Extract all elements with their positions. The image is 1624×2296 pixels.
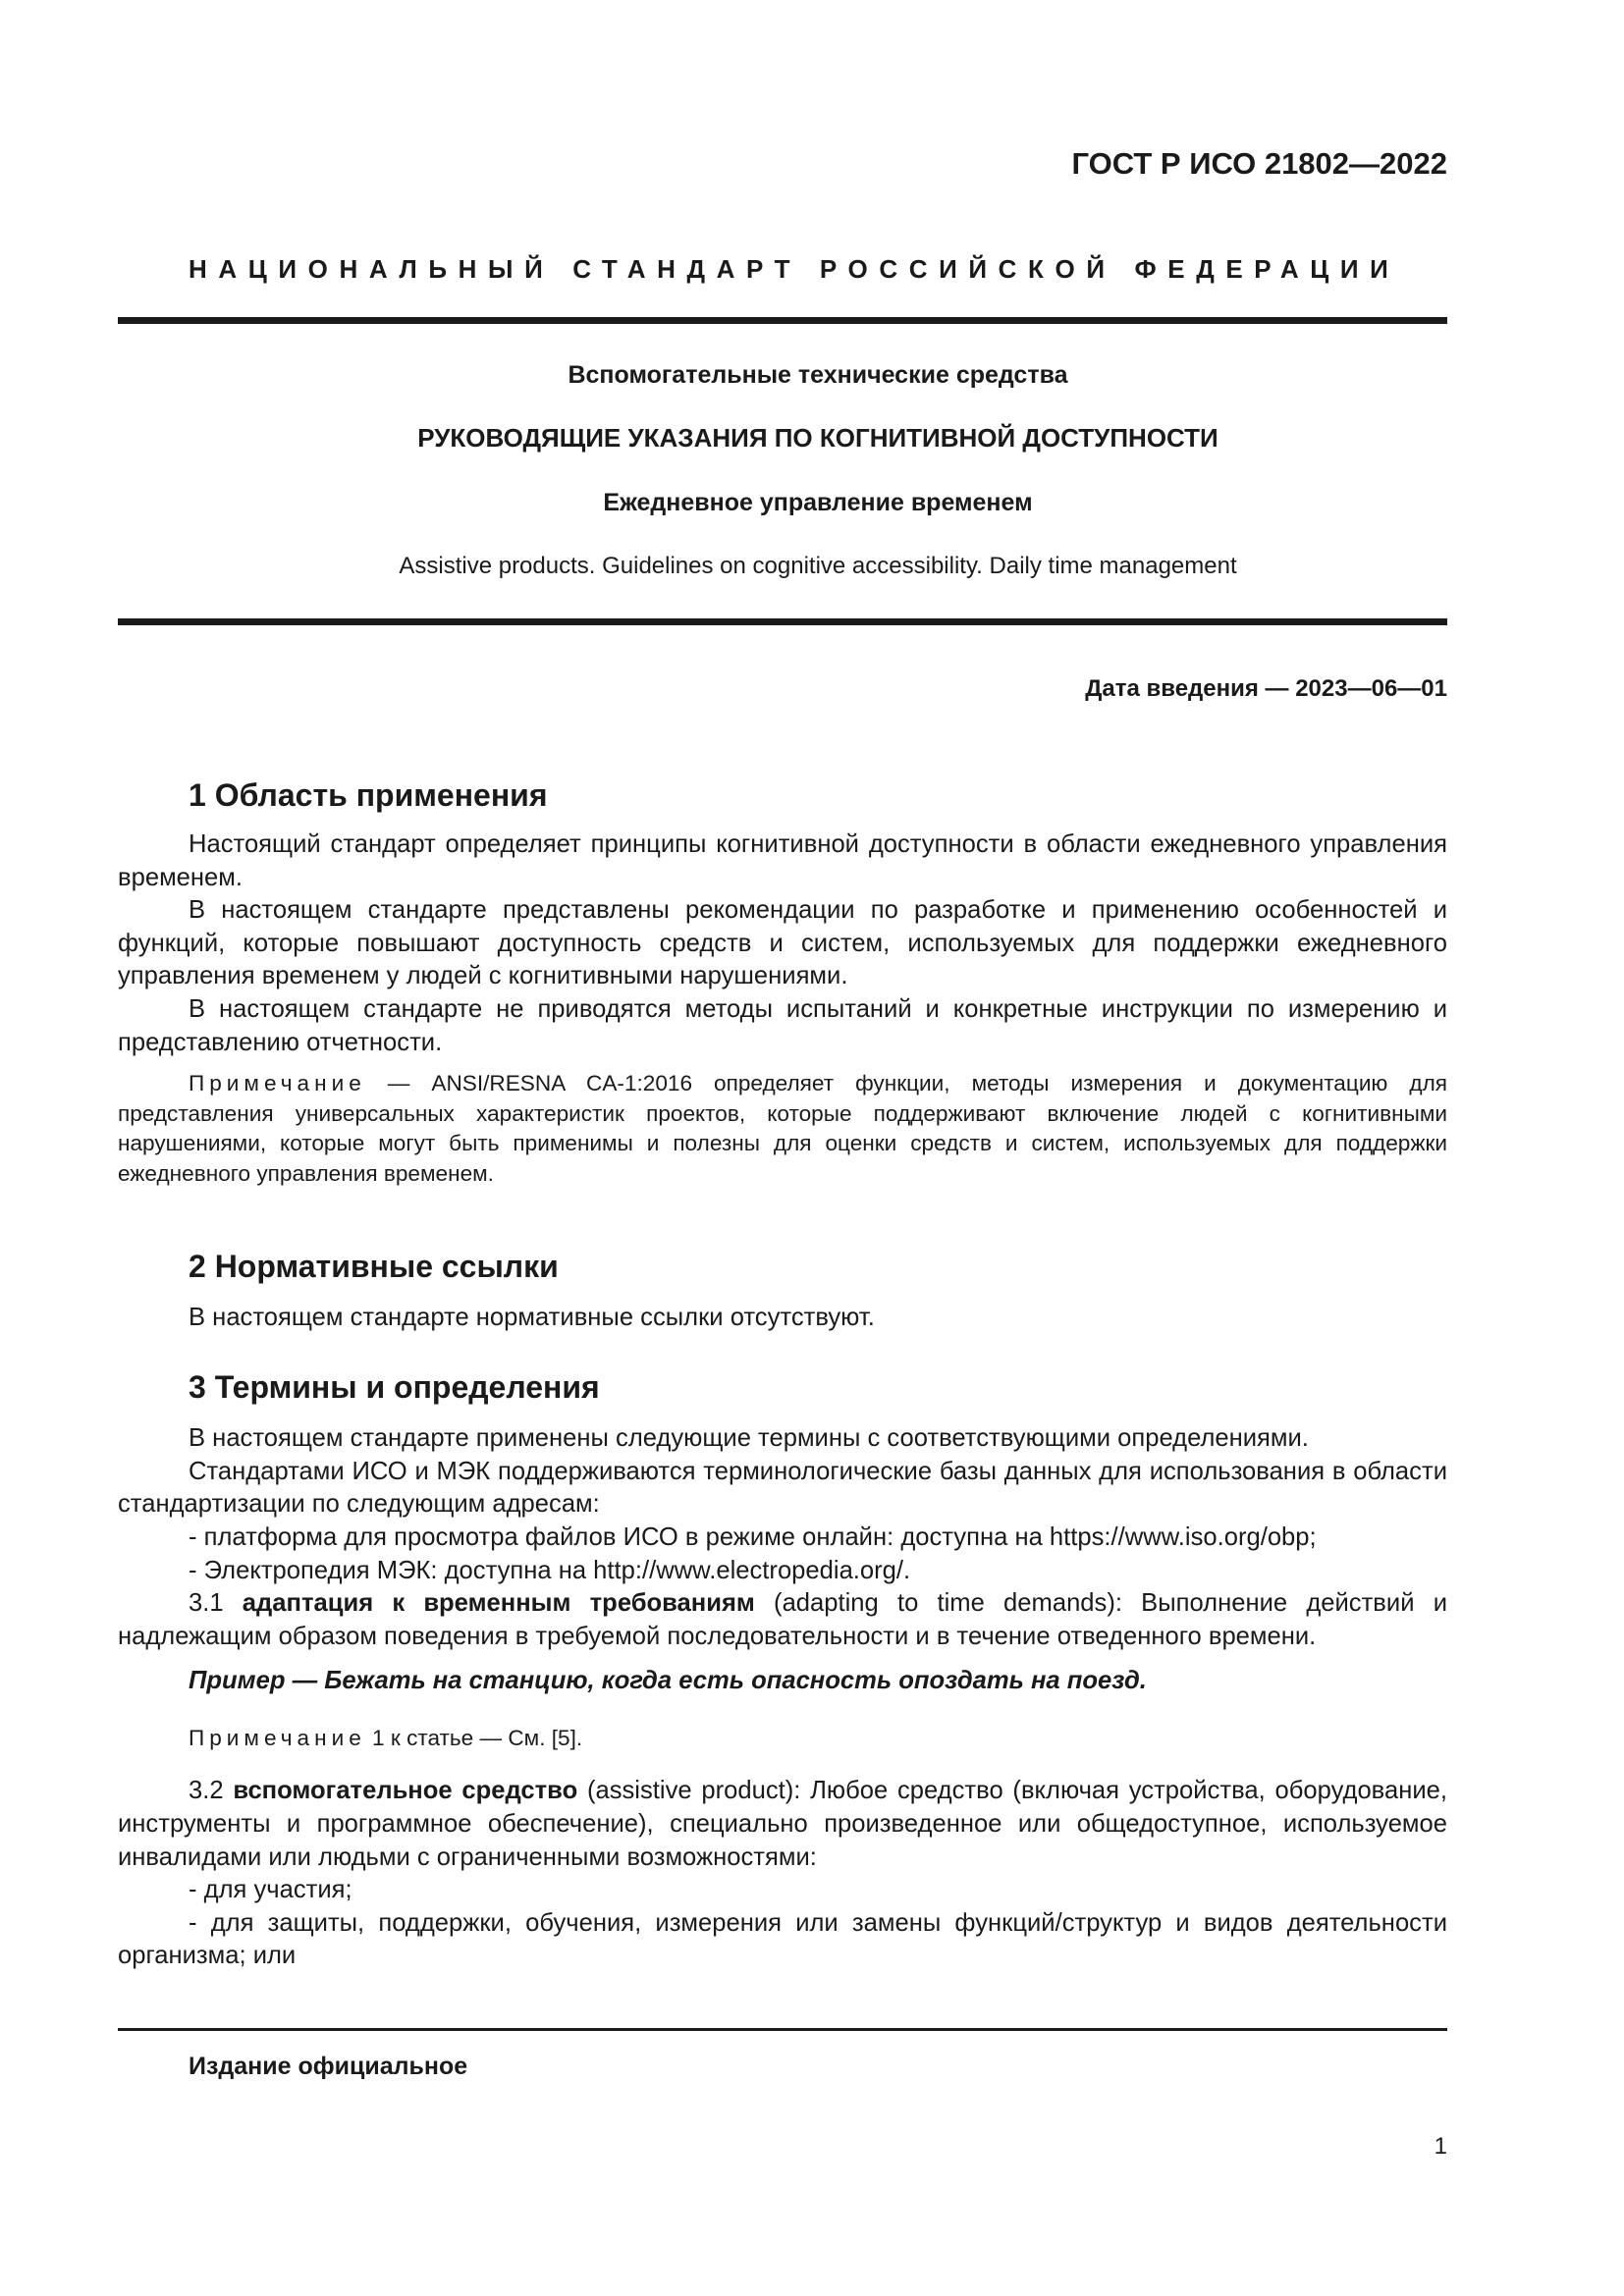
section-1-paragraph-1: Настоящий стандарт определяет принципы когнитивной доступности в области ежедневного управления временем. (118, 830, 1447, 891)
note-text: — ANSI/RESNA CA-1:2016 определяет функции, методы измерения и документацию для представления универсальных характеристик проектов, которые поддерживают включение людей с когнитивными нарушениями, которые могут быть применимы и полезны для оценки средств и систем, используемых для поддержки ежедневного управления временем. (118, 1071, 1447, 1186)
section-2-paragraph-1: В настоящем стандарте нормативные ссылки отсутствуют. (189, 1303, 875, 1331)
term-3-2 (118, 1775, 1447, 1874)
note-label: Примечание (189, 1725, 366, 1750)
list-item-protection: - для защиты, поддержки, обучения, измерения или замены функций/структур и видов деятельности организма; или (118, 1908, 1447, 1970)
section-1-heading: 1 Область применения (189, 777, 548, 813)
note-label: Примечание (189, 1071, 366, 1096)
term-3-1-example: Пример — Бежать на станцию, когда есть опасность опоздать на поезд. (189, 1667, 1147, 1695)
note-text: 1 к статье — См. [5]. (365, 1725, 583, 1750)
term-3-1 (118, 1587, 1447, 1653)
term-3-1-number: 3.1 (189, 1589, 243, 1618)
title-line-2: РУКОВОДЯЩИЕ УКАЗАНИЯ ПО КОГНИТИВНОЙ ДОСТУПНОСТИ (417, 423, 1218, 453)
list-item-electropedia: - Электропедия МЭК: доступна на http://www.electropedia.org/. (189, 1556, 911, 1584)
page-number: 1 (1434, 2133, 1447, 2160)
term-3-2-term: вспомогательное средство (233, 1777, 578, 1805)
standard-number: ГОСТ Р ИСО 21802—2022 (1071, 146, 1447, 181)
term-3-1-note (118, 1724, 1447, 1754)
english-title: Assistive products. Guidelines on cognitive accessibility. Daily time management (399, 553, 1237, 579)
date-of-introduction: Дата введения — 2023—06—01 (1085, 675, 1447, 702)
section-1-paragraph-2: В настоящем стандарте представлены рекомендации по разработке и применению особенностей и функций, которые повышают доступность средств и систем, используемых для поддержки ежедневного управления временем у людей с когнитивными нарушениями. (118, 896, 1447, 990)
footer-divider (118, 2028, 1447, 2031)
section-3-heading: 3 Термины и определения (189, 1369, 600, 1406)
title-line-1: Вспомогательные технические средства (568, 361, 1068, 389)
term-3-2-definition: (assistive product): Любое средство (включая устройства, оборудование, инструменты и программное обеспечение), специально произведенное или общедоступное, используемое инвалидами или людьми с ограниченными возможностями: (118, 1777, 1448, 1871)
section-2-heading: 2 Нормативные ссылки (189, 1248, 559, 1284)
section-1-note (118, 1069, 1447, 1189)
list-item-iso-obp: - платформа для просмотра файлов ИСО в режиме онлайн: доступна на https://www.iso.org/obp; (189, 1522, 1317, 1551)
section-3-paragraph-1: В настоящем стандарте применены следующие термины с соответствующими определениями. (189, 1424, 1309, 1453)
term-3-1-definition: (adapting to time demands): Выполнение действий и надлежащим образом поведения в требуемой последовательности и в течение отведенного времени. (118, 1589, 1447, 1650)
official-edition-label: Издание официальное (189, 2053, 468, 2080)
term-3-2-number: 3.2 (189, 1777, 234, 1805)
national-standard-banner: НАЦИОНАЛЬНЫЙ СТАНДАРТ РОССИЙСКОЙ ФЕДЕРАЦИИ (189, 254, 1400, 284)
term-3-1-term: адаптация к временным требованиям (242, 1589, 755, 1618)
top-divider (118, 317, 1447, 324)
document-body (118, 775, 1447, 1973)
list-item-participation: - для участия; (189, 1876, 352, 1904)
section-1-paragraph-3: В настоящем стандарте не приводятся методы испытаний и конкретные инструкции по измерению и представлению отчетности. (118, 994, 1447, 1056)
title-divider (118, 618, 1447, 625)
title-line-3: Ежедневное управление временем (603, 489, 1033, 516)
section-3-paragraph-2: Стандартами ИСО и МЭК поддерживаются терминологические базы данных для использования в области стандартизации по следующим адресам: (118, 1457, 1447, 1519)
